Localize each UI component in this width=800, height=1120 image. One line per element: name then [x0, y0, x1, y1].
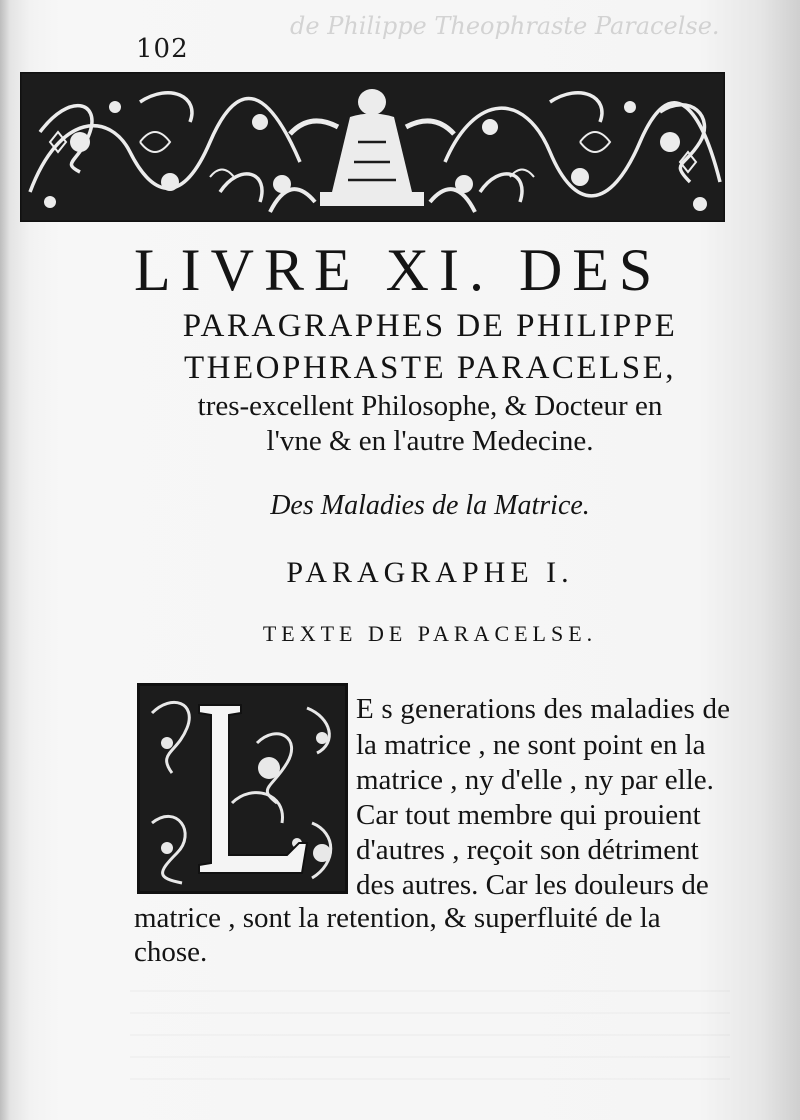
body-line: Car tout membre qui prouient [356, 799, 701, 831]
book-title: LIVRE XI. DES [134, 237, 663, 303]
title-line-5: l'vne & en l'autre Medecine. [266, 425, 594, 457]
chapter-subtitle: Des Maladies de la Matrice. [270, 490, 590, 521]
body-line: des autres. Car les douleurs de [356, 869, 709, 901]
floral-woodcut-ornament-icon [20, 72, 725, 222]
show-through-texture [130, 990, 730, 1080]
page-number: 102 [136, 34, 189, 64]
paragraph-heading: PARAGRAPHE I. [286, 556, 574, 589]
body-line: d'autres , reçoit son détriment [356, 834, 699, 866]
text-heading: TEXTE DE PARACELSE. [262, 621, 598, 646]
title-line-2: PARAGRAPHES DE PHILIPPE [182, 308, 678, 344]
body-line: chose. [134, 936, 208, 968]
body-line: matrice , ny d'elle , ny par elle. [356, 764, 714, 796]
floral-initial-letter-icon [137, 683, 348, 894]
running-head-bleedthrough: de Philippe Theophraste Paracelse. [290, 12, 720, 40]
title-line-3: THEOPHRASTE PARACELSE, [183, 350, 676, 386]
title-line-4: tres-excellent Philosophe, & Docteur en [197, 390, 663, 422]
body-line: matrice , sont la retention, & superfluité de la [134, 902, 661, 934]
body-line: E s generations des maladies de [356, 693, 731, 725]
body-line: la matrice , ne sont point en la [356, 729, 706, 761]
